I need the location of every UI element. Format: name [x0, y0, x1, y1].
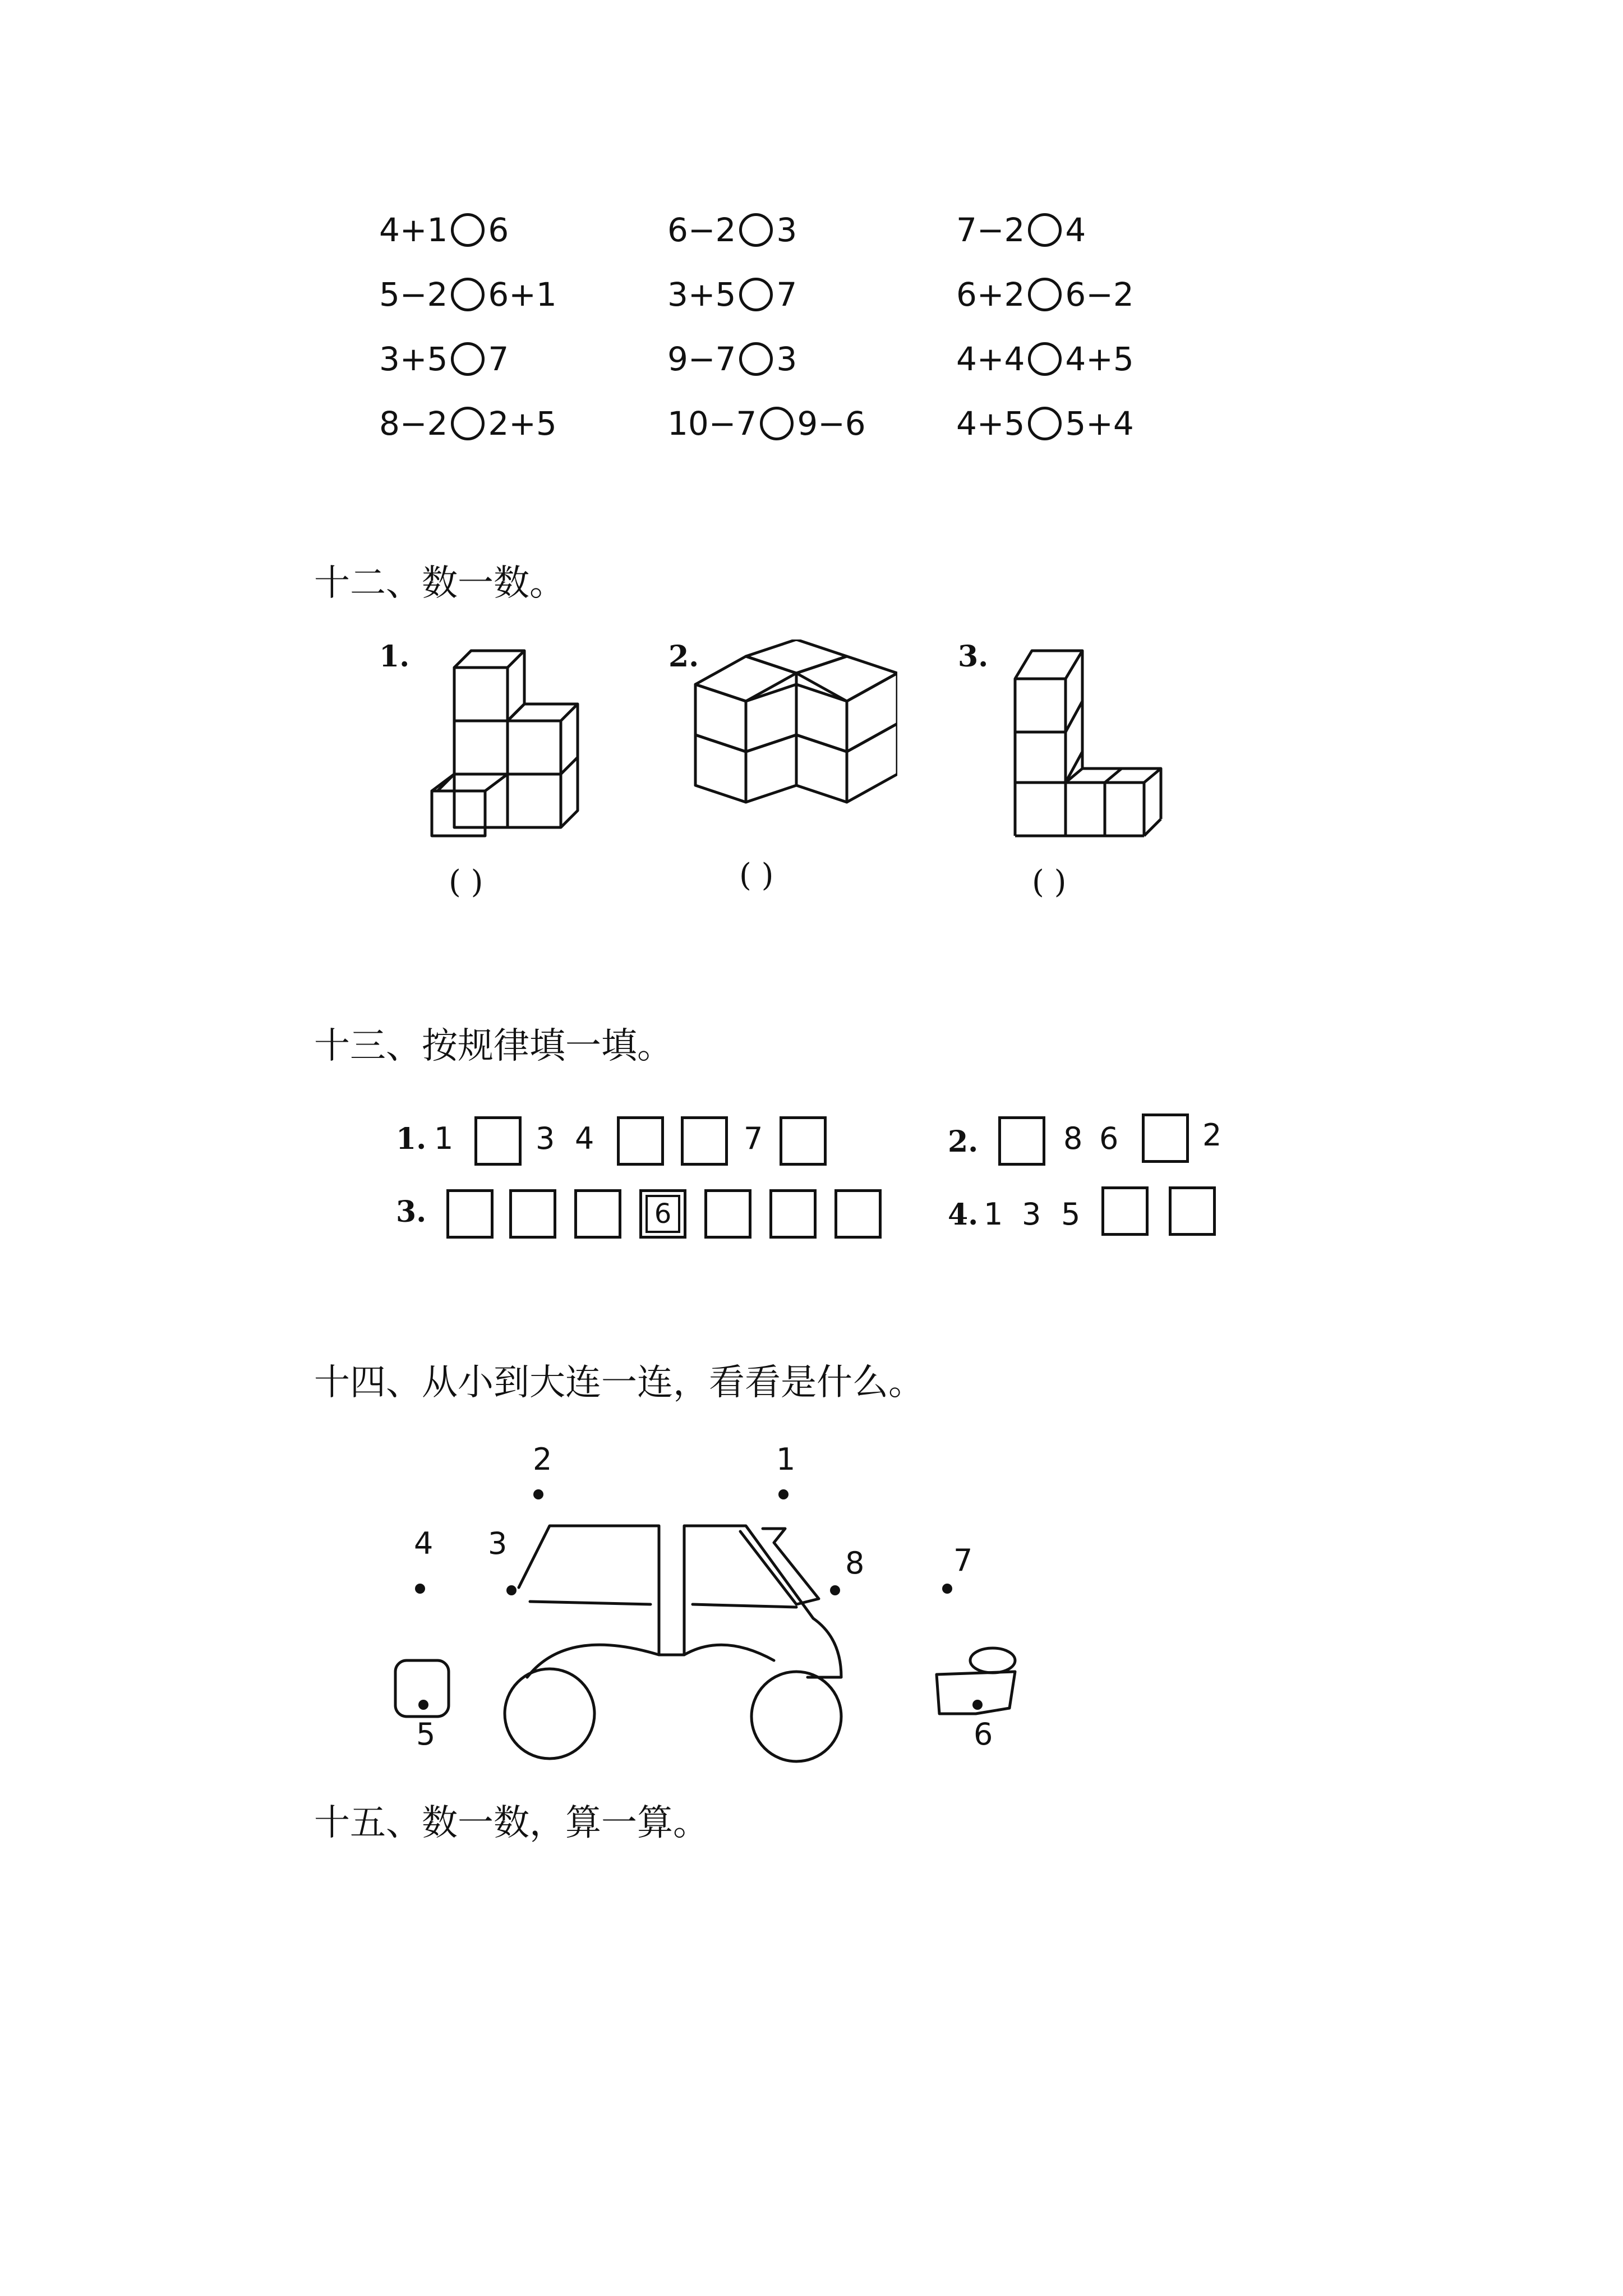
answer-box[interactable]	[474, 1116, 522, 1166]
question-number: 1.	[396, 1122, 427, 1156]
question-number: 2.	[668, 639, 699, 674]
answer-box[interactable]	[1101, 1186, 1149, 1236]
dot-label-5: 5	[416, 1717, 436, 1752]
question-number: 4.	[948, 1198, 979, 1232]
answer-box[interactable]	[769, 1189, 817, 1239]
comparison-item: 4+4 4+5	[956, 340, 1134, 378]
section-15-heading: 十五、数一数，算一算。	[314, 1802, 709, 1844]
answer-box[interactable]	[681, 1116, 728, 1166]
comparison-item: 8−2 2+5	[379, 404, 557, 443]
dot-label-3: 3	[488, 1526, 508, 1561]
answer-box[interactable]	[834, 1189, 882, 1239]
sequence-value: 6	[1099, 1121, 1119, 1156]
section-12-heading: 十二、数一数。	[314, 563, 565, 604]
given-value: 6	[645, 1195, 680, 1233]
given-box	[639, 1189, 686, 1239]
answer-box[interactable]	[509, 1189, 556, 1239]
compare-circle[interactable]	[739, 213, 773, 247]
comparison-item: 6+2 6−2	[956, 275, 1134, 314]
answer-box[interactable]	[704, 1189, 751, 1239]
section-14-heading: 十四、从小到大连一连，看看是什么。	[314, 1362, 924, 1404]
question-number: 3.	[958, 639, 989, 674]
connect-dot-1[interactable]	[778, 1489, 789, 1499]
cube-figure-2	[684, 639, 897, 847]
comparison-item: 4+1 6	[379, 211, 509, 249]
sequence-value: 8	[1063, 1121, 1083, 1156]
dot-label-4: 4	[414, 1526, 434, 1561]
sequence-value: 1	[434, 1121, 454, 1156]
answer-box[interactable]	[1142, 1114, 1189, 1163]
connect-dot-3[interactable]	[506, 1585, 517, 1595]
compare-circle[interactable]	[760, 407, 794, 440]
dot-label-2: 2	[533, 1442, 552, 1477]
question-number: 2.	[948, 1125, 979, 1159]
compare-circle[interactable]	[1028, 342, 1062, 376]
question-number: 3.	[396, 1195, 427, 1229]
sequence-value: 4	[575, 1121, 594, 1156]
answer-blank[interactable]: ( )	[739, 857, 774, 894]
sequence-value: 3	[536, 1121, 555, 1156]
truck-drawing	[381, 1492, 1054, 1778]
comparison-item: 7−2 4	[956, 211, 1086, 249]
answer-box[interactable]	[446, 1189, 494, 1239]
dot-label-8: 8	[845, 1545, 865, 1581]
dot-label-1: 1	[776, 1442, 796, 1477]
sequence-value: 5	[1061, 1197, 1081, 1232]
question-number: 1.	[379, 639, 410, 674]
sequence-value: 3	[1022, 1197, 1041, 1232]
dot-label-7: 7	[953, 1543, 973, 1578]
connect-dot-8[interactable]	[830, 1585, 840, 1595]
answer-box[interactable]	[617, 1116, 664, 1166]
comparison-item: 4+5 5+4	[956, 404, 1134, 443]
comparison-item: 6−2 3	[667, 211, 797, 249]
cube-figure-1	[426, 639, 583, 841]
answer-box[interactable]	[998, 1116, 1045, 1166]
answer-blank[interactable]: ( )	[1032, 864, 1067, 900]
comparison-item: 10−7 9−6	[667, 404, 866, 443]
sequence-value: 7	[744, 1121, 763, 1156]
answer-box[interactable]	[1169, 1186, 1216, 1236]
comparison-item: 5−2 6+1	[379, 275, 557, 314]
connect-dot-7[interactable]	[942, 1584, 952, 1594]
compare-circle[interactable]	[1028, 407, 1062, 440]
answer-box[interactable]	[780, 1116, 827, 1166]
cube-figure-3	[1009, 639, 1166, 841]
connect-dot-6[interactable]	[972, 1700, 983, 1710]
compare-circle[interactable]	[451, 278, 485, 311]
compare-circle[interactable]	[739, 278, 773, 311]
answer-blank[interactable]: ( )	[449, 864, 483, 900]
dot-label-6: 6	[974, 1717, 993, 1752]
comparison-item: 3+5 7	[379, 340, 509, 378]
comparison-item: 3+5 7	[667, 275, 797, 314]
connect-dot-4[interactable]	[415, 1584, 425, 1594]
compare-circle[interactable]	[451, 213, 485, 247]
compare-circle[interactable]	[739, 342, 773, 376]
compare-circle[interactable]	[1028, 278, 1062, 311]
compare-circle[interactable]	[451, 407, 485, 440]
sequence-value: 1	[984, 1197, 1003, 1232]
section-13-heading: 十三、按规律填一填。	[314, 1025, 673, 1067]
connect-dot-2[interactable]	[533, 1489, 543, 1499]
connect-dot-5[interactable]	[418, 1700, 428, 1710]
compare-circle[interactable]	[451, 342, 485, 376]
sequence-value: 2	[1202, 1117, 1222, 1153]
answer-box[interactable]	[574, 1189, 621, 1239]
compare-circle[interactable]	[1028, 213, 1062, 247]
comparison-item: 9−7 3	[667, 340, 797, 378]
